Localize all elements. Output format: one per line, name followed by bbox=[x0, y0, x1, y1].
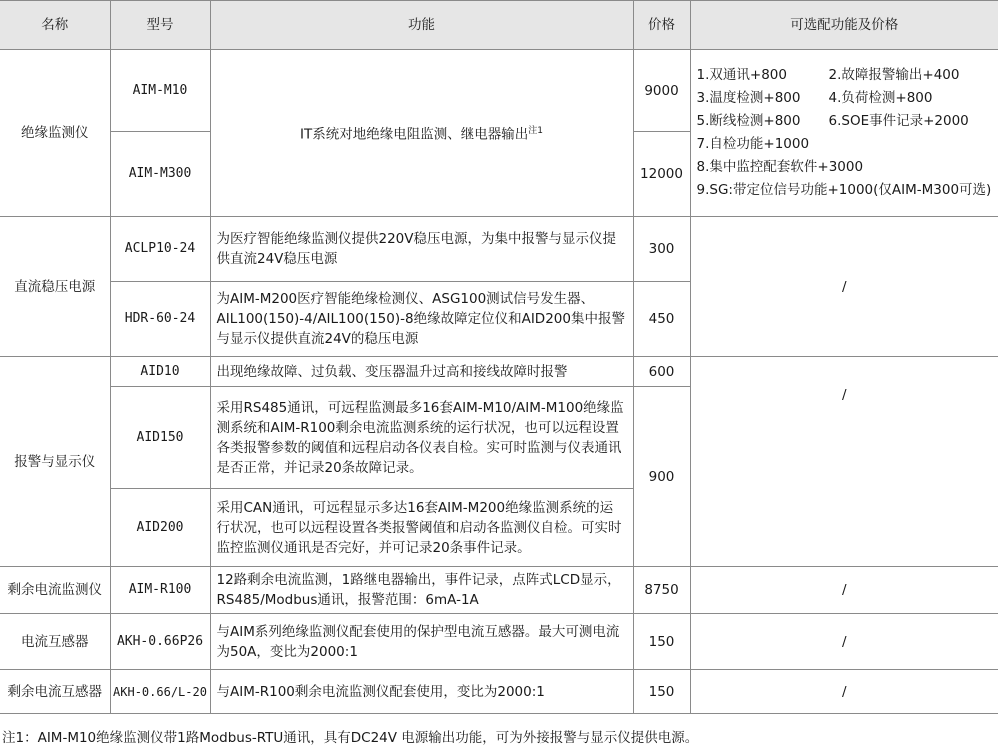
table-row bbox=[0, 217, 998, 282]
function bbox=[210, 50, 633, 217]
price: 150 bbox=[633, 614, 690, 670]
model: AKH-0.66/L-20 bbox=[110, 670, 210, 714]
function-text: IT系统对地绝缘电阻监测、继电器输出 bbox=[300, 126, 529, 143]
price: 150 bbox=[633, 670, 690, 714]
function: 采用RS485通讯，可远程监测最多16套AIM-M10/AIM-M100绝缘监测系统和AIM-R100剩余电流监测系统的运行状况，也可以远程设置各类报警参数的阈值和远程启动各仪表自检。实可时监测与仪表通讯是否正常，并记录20条故障记录。 bbox=[210, 387, 633, 489]
function: 与AIM系列绝缘监测仪配套使用的保护型电流互感器。最大可测电流为50A，变比为2000:1 bbox=[210, 614, 633, 670]
options: / bbox=[690, 357, 998, 567]
option: 7.自检功能+1000 bbox=[696, 136, 810, 152]
options: / bbox=[690, 567, 998, 614]
option: 4.负荷检测+800 bbox=[828, 90, 933, 106]
option: 8.集中监控配套软件+3000 bbox=[696, 159, 864, 175]
options-list bbox=[690, 50, 998, 217]
table-row bbox=[0, 567, 998, 614]
option: 6.SOE事件记录+2000 bbox=[828, 113, 969, 129]
header-price: 价格 bbox=[633, 1, 690, 50]
options: / bbox=[690, 614, 998, 670]
category: 剩余电流互感器 bbox=[0, 670, 110, 714]
price: 450 bbox=[633, 282, 690, 357]
footnote: 注1：AIM-M10绝缘监测仪带1路Modbus-RTU通讯，具有DC24V 电源输出功能，可为外接报警与显示仪提供电源。 bbox=[2, 730, 699, 746]
price: 900 bbox=[633, 387, 690, 567]
option: 9.SG:带定位信号功能+1000(仅AIM-M300可选) bbox=[696, 182, 992, 198]
table-row bbox=[0, 670, 998, 714]
table-row bbox=[0, 50, 998, 132]
option: 3.温度检测+800 bbox=[696, 90, 801, 106]
table-row bbox=[0, 357, 998, 387]
model: AIM-R100 bbox=[110, 567, 210, 614]
header-options: 可选配功能及价格 bbox=[690, 1, 998, 50]
model: AID10 bbox=[110, 357, 210, 387]
model: AKH-0.66P26 bbox=[110, 614, 210, 670]
price: 9000 bbox=[633, 50, 690, 132]
model: HDR-60-24 bbox=[110, 282, 210, 357]
price: 12000 bbox=[633, 132, 690, 217]
header-row bbox=[0, 1, 998, 50]
category: 直流稳压电源 bbox=[0, 217, 110, 357]
category: 报警与显示仪 bbox=[0, 357, 110, 567]
category: 绝缘监测仪 bbox=[0, 50, 110, 217]
function: 为AIM-M200医疗智能绝缘检测仪、ASG100测试信号发生器、AIL100(150)-4/AIL100(150)-8绝缘故障定位仪和AID200集中报警与显示仪提供直流24V的稳压电源 bbox=[210, 282, 633, 357]
table-row bbox=[0, 614, 998, 670]
option: 5.断线检测+800 bbox=[696, 113, 801, 129]
model: ACLP10-24 bbox=[110, 217, 210, 282]
function: 12路剩余电流监测，1路继电器输出，事件记录，点阵式LCD显示，RS485/Modbus通讯，报警范围：6mA-1A bbox=[210, 567, 633, 614]
category: 电流互感器 bbox=[0, 614, 110, 670]
option: 2.故障报警输出+400 bbox=[828, 67, 960, 83]
price: 8750 bbox=[633, 567, 690, 614]
model: AID200 bbox=[110, 489, 210, 567]
model: AID150 bbox=[110, 387, 210, 489]
price: 300 bbox=[633, 217, 690, 282]
header-name: 名称 bbox=[0, 1, 110, 50]
header-model: 型号 bbox=[110, 1, 210, 50]
model: AIM-M300 bbox=[110, 132, 210, 217]
function: 与AIM-R100剩余电流监测仪配套使用，变比为2000:1 bbox=[210, 670, 633, 714]
option: 1.双通讯+800 bbox=[696, 67, 787, 83]
header-function: 功能 bbox=[210, 1, 633, 50]
options: / bbox=[690, 670, 998, 714]
category: 剩余电流监测仪 bbox=[0, 567, 110, 614]
model: AIM-M10 bbox=[110, 50, 210, 132]
price: 600 bbox=[633, 357, 690, 387]
options: / bbox=[690, 217, 998, 357]
function: 采用CAN通讯，可远程显示多达16套AIM-M200绝缘监测系统的运行状况，也可以远程设置各类报警阈值和启动各监测仪自检。可实时监控监测仪通讯是否完好，并可记录20条事件记录。 bbox=[210, 489, 633, 567]
function: 出现绝缘故障、过负载、变压器温升过高和接线故障时报警 bbox=[210, 357, 633, 387]
function: 为医疗智能绝缘监测仪提供220V稳压电源，为集中报警与显示仪提供直流24V稳压电源 bbox=[210, 217, 633, 282]
note-ref: 注1 bbox=[528, 126, 543, 137]
